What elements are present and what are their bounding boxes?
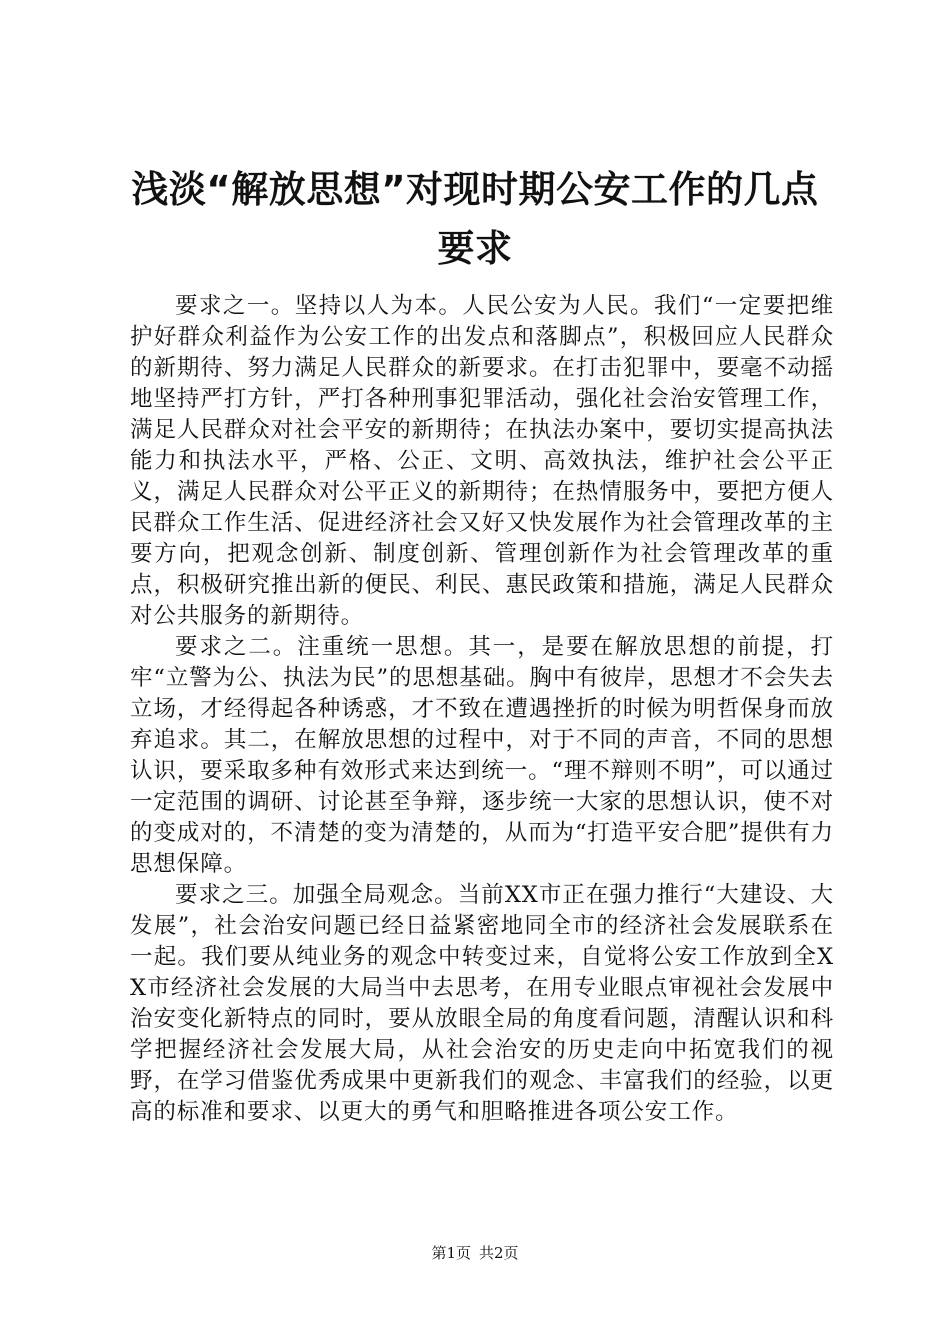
page-number: 第1页 xyxy=(431,1244,471,1262)
page-total: 共2页 xyxy=(479,1244,519,1262)
paragraph-requirement-2: 要求之二。注重统一思想。其一，是要在解放思想的前提，打牢“立警为公、执法为民”的思想基础。胸中有彼岸，思想才不会失去立场，才经得起各种诱惑，才不致在遭遇挫折的时候为明哲保身而放弃追求。其二，在解放思想的过程中，对于不同的声音，不同的思想认识，要采取多种有效形式来达到统一。“理不辩则不明”，可以通过一定范围的调研、讨论甚至争辩，逐步统一大家的思想认识，使不对的变成对的，不清楚的变为清楚的，从而为“打造平安合肥”提供有力思想保障。 xyxy=(130,634,834,877)
paragraph-requirement-3: 要求之三。加强全局观念。当前XX市正在强力推行“大建设、大发展”，社会治安问题已经日益紧密地同全市的经济社会发展联系在一起。我们要从纯业务的观念中转变过来，自觉将公安工作放到全XX市经济社会发展的大局当中去思考，在用专业眼点审视社会发展中治安变化新特点的同时，要从放眼全局的角度看问题，清醒认识和科学把握经济社会发展大局，从社会治安的历史走向中拓宽我们的视野，在学习借鉴优秀成果中更新我们的观念、丰富我们的经验，以更高的标准和要求、以更大的勇气和胆略推进各项公安工作。 xyxy=(130,882,834,1125)
page-footer xyxy=(0,1243,950,1263)
document-body xyxy=(130,291,834,1128)
paragraph-requirement-1: 要求之一。坚持以人为本。人民公安为人民。我们“一定要把维护好群众利益作为公安工作的出发点和落脚点”，积极回应人民群众的新期待、努力满足人民群众的新要求。在打击犯罪中，要毫不动摇地坚持严打方针，严打各种刑事犯罪活动，强化社会治安管理工作，满足人民群众对社会平安的新期待；在执法办案中，要切实提高执法能力和执法水平，严格、公正、文明、高效执法，维护社会公平正义，满足人民群众对公平正义的新期待；在热情服务中，要把方便人民群众工作生活、促进经济社会又好又快发展作为社会管理改革的主要方向，把观念创新、制度创新、管理创新作为社会管理改革的重点，积极研究推出新的便民、利民、惠民政策和措施，满足人民群众对公共服务的新期待。 xyxy=(130,293,834,629)
document-title: 浅淡“解放思想”对现时期公安工作的几点要求 xyxy=(131,168,819,270)
